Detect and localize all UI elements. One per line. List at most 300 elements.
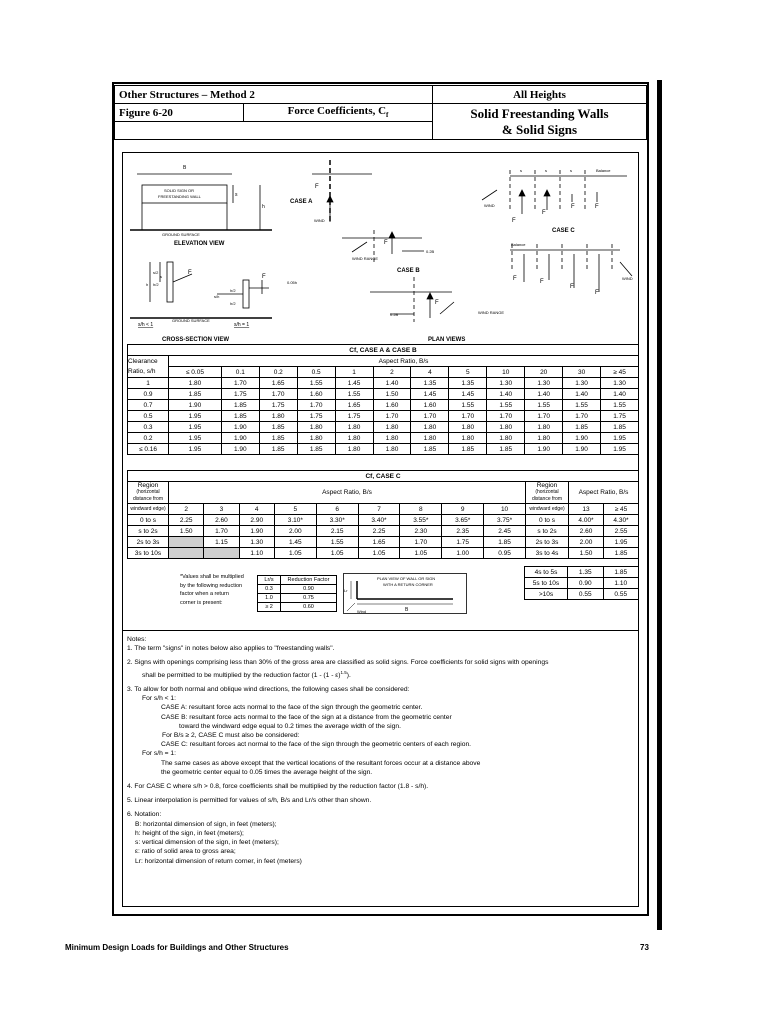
table-cell: 1.80	[335, 433, 373, 444]
table-cell: 1.10	[603, 578, 639, 589]
coefficient-label: Force Coefficients, $C_f$	[244, 104, 433, 122]
table-cell: 1.70	[563, 411, 601, 422]
table-cell: 1.85	[297, 444, 335, 455]
table-cell: 1.75	[442, 537, 484, 548]
table-cell: 2.25	[169, 515, 204, 526]
table-cell: 1.80	[411, 422, 449, 433]
table-cell: 1.45	[449, 389, 487, 400]
table-cell: 1.40	[373, 378, 411, 389]
case-c-f4: F	[595, 204, 599, 210]
table-cell: 4.30*	[604, 515, 639, 526]
case-a-label: CASE A	[290, 199, 313, 205]
cross-section-f2: F	[262, 274, 266, 280]
case-c-table	[127, 470, 639, 559]
table-cell: 1.80	[335, 444, 373, 455]
table-cell: 0.55	[568, 589, 604, 600]
table-cell: 1.95	[601, 444, 639, 455]
table-cell: 4	[239, 504, 274, 515]
table-cell: 1.70	[221, 378, 259, 389]
table-cell: 1.50	[569, 548, 604, 559]
table-row	[128, 389, 639, 400]
windward-head: windward edge)	[128, 504, 169, 515]
table-cell: 1.45	[274, 537, 316, 548]
table-cell: 1.85	[259, 433, 297, 444]
table-cell: 1.80	[487, 422, 525, 433]
table-cell: 0.2	[128, 433, 169, 444]
table-cell: 1.30	[563, 378, 601, 389]
table-cell: 10	[484, 504, 526, 515]
table-cell: ≤ 0.16	[128, 444, 169, 455]
clearance-head: Clearance	[128, 356, 169, 367]
notes-divider	[122, 630, 639, 631]
table-cell: 1.95	[169, 411, 222, 422]
header-right-title: All Heights	[433, 86, 647, 104]
table-cell: 1.80	[525, 433, 563, 444]
table-cell: 1.70	[373, 411, 411, 422]
table-row	[128, 411, 639, 422]
table-cell: 1.85	[259, 422, 297, 433]
region-head: Region (horizontal distance from	[128, 482, 169, 504]
table-cell: 1.90	[563, 444, 601, 455]
case-b-f-top: F	[384, 240, 388, 246]
table-cell: 5	[274, 504, 316, 515]
table-cell: 1.80	[525, 422, 563, 433]
case-b-02b-bottom: 0.2B	[390, 312, 399, 317]
cross-section-view-label: CROSS-SECTION VIEW	[162, 337, 230, 343]
table-cell: 2.15	[316, 526, 358, 537]
table-cell: 1.60	[411, 400, 449, 411]
header-left-title: Other Structures – Method 2	[115, 86, 433, 104]
table-cell: 1.85	[484, 537, 526, 548]
return-corner-plan	[343, 573, 467, 615]
table-cell: 1.90	[221, 444, 259, 455]
case-c-col-header-row	[128, 504, 639, 515]
table-row	[525, 578, 639, 589]
table-cell: 1.05	[400, 548, 442, 559]
table-cell: 1.85	[603, 567, 639, 578]
table-cell: 1.85	[487, 444, 525, 455]
case-ab-col-header-row	[128, 367, 639, 378]
table-cell: 1.80	[297, 422, 335, 433]
table-cell: 2.35	[442, 526, 484, 537]
case-c-aspect-head: Aspect Ratio, B/s	[169, 482, 526, 504]
table-cell: 4.00*	[569, 515, 604, 526]
table-row	[128, 526, 639, 537]
case-b-diagram	[342, 230, 454, 322]
plan-views-label: PLAN VIEWS	[428, 337, 466, 343]
elevation-sign-label: SOLID SIGN OR	[164, 188, 195, 193]
table-cell: 1.55	[297, 378, 335, 389]
table-cell: 1.05	[358, 548, 400, 559]
elevation-view	[130, 174, 272, 230]
table-cell: 1.80	[487, 433, 525, 444]
table-cell: 0.3	[128, 422, 169, 433]
table-cell: 1.55	[335, 389, 373, 400]
case-ab-title: Cf, CASE A & CASE B	[128, 345, 639, 356]
note-6b: h: height of the sign, in feet (meters);	[135, 829, 244, 837]
table-cell: s to 2s	[526, 526, 569, 537]
table-cell: 1.85	[221, 411, 259, 422]
page-edge-bar	[657, 80, 662, 930]
case-c-f8: F	[595, 290, 599, 296]
table-cell: 2.45	[484, 526, 526, 537]
table-cell: 2.55	[604, 526, 639, 537]
figure-main-title: Solid Freestanding Walls & Solid Signs	[433, 104, 647, 140]
table-cell: 3.65*	[442, 515, 484, 526]
cross-section-f1: F	[188, 270, 192, 276]
cross-section-h2b: h/2	[230, 288, 236, 293]
table-cell: 1.80	[449, 422, 487, 433]
table-cell: 1.90	[221, 433, 259, 444]
table-cell: 1.75	[297, 411, 335, 422]
table-cell: 1.00	[442, 548, 484, 559]
table-cell: 1.80	[169, 378, 222, 389]
table-cell: 1.40	[487, 389, 525, 400]
note-3e: For B/s ≥ 2, CASE C must also be considered:	[162, 732, 300, 740]
rf-head: Reduction Factor	[281, 576, 337, 585]
cross-section-sh: s/h	[214, 294, 220, 299]
table-cell: 0.75	[281, 594, 337, 603]
table-cell: 1.85	[449, 444, 487, 455]
table-cell: 1.60	[373, 400, 411, 411]
table-cell: 1.55	[601, 400, 639, 411]
case-a-f-label: F	[315, 184, 319, 190]
table-cell: ≤ 0.05	[169, 367, 222, 378]
table-cell: 1.70	[449, 411, 487, 422]
figure-number: Figure 6-20	[115, 104, 244, 122]
case-c-aspect-head-right: Aspect Ratio, B/s	[569, 482, 639, 504]
cross-section-h2: h/2	[153, 282, 159, 287]
lr-head: Lr/s	[258, 576, 281, 585]
table-row	[128, 422, 639, 433]
table-cell: 1.95	[169, 422, 222, 433]
note-3a: For s/h < 1:	[142, 695, 177, 703]
table-cell: 1.35	[449, 378, 487, 389]
plan-lr-label: Lr	[344, 588, 348, 593]
table-cell: 1.90	[239, 526, 274, 537]
table-cell: 4s to 5s	[525, 567, 568, 578]
cross-section-h2c: h/2	[230, 301, 236, 306]
table-cell: 1	[128, 378, 169, 389]
table-cell: 1.55	[487, 400, 525, 411]
plan-caption-2: WITH A RETURN CORNER	[383, 582, 433, 587]
case-a-wind-label: WIND	[314, 218, 325, 223]
table-cell: 1.75	[335, 411, 373, 422]
table-cell: 1.75	[601, 411, 639, 422]
table-cell: s to 2s	[128, 526, 169, 537]
note-6: 6. Notation:	[127, 811, 162, 819]
table-cell: 2	[373, 367, 411, 378]
table-cell: 0.2	[259, 367, 297, 378]
table-cell: 1.30	[239, 537, 274, 548]
table-cell: 30	[563, 367, 601, 378]
case-c-balance-top: Balance	[596, 168, 611, 173]
table-cell: 10	[487, 367, 525, 378]
table-cell: 1.05	[274, 548, 316, 559]
note-3c: CASE B: resultant force acts normal to the face of the sign at a distance from the geometric center	[161, 713, 452, 721]
table-cell: 3.75*	[484, 515, 526, 526]
table-cell: 1.45	[335, 378, 373, 389]
note-3: 3. To allow for both normal and oblique wind directions, the following cases shall be considered:	[127, 686, 410, 694]
table-cell: 1.80	[335, 422, 373, 433]
table-cell: 1.65	[358, 537, 400, 548]
table-row	[128, 433, 639, 444]
table-cell: 2.25	[358, 526, 400, 537]
case-ab-aspect-head: Aspect Ratio, B/s	[169, 356, 639, 367]
table-cell: 2.90	[239, 515, 274, 526]
table-cell: 0 to s	[526, 515, 569, 526]
plan-b-label: B	[405, 607, 409, 613]
table-cell: 7	[358, 504, 400, 515]
table-cell: 1.30	[601, 378, 639, 389]
table-cell: 1.30	[487, 378, 525, 389]
table-cell: 0.3	[258, 585, 281, 594]
case-b-02b-top: 0.2B	[426, 249, 435, 254]
note-3i: the geometric center equal to 0.05 times the average height of the sign.	[161, 768, 373, 776]
table-cell: 3.55*	[400, 515, 442, 526]
cross-section-h: h	[146, 282, 149, 287]
case-c-balance-bottom: Balance	[511, 242, 526, 247]
table-cell: 0.55	[603, 589, 639, 600]
note-6a: B: horizontal dimension of sign, in feet (meters);	[135, 820, 277, 828]
table-cell: 1.85	[259, 444, 297, 455]
reduction-footnote: *Values shall be multiplied by the following reduction factor when a return corner is present:	[180, 574, 244, 606]
note-5: 5. Linear interpolation is permitted for values of s/h, B/s and Lr/s other than shown.	[127, 797, 372, 805]
table-cell: 4	[411, 367, 449, 378]
table-cell: 1.65	[335, 400, 373, 411]
note-6d: ε: ratio of solid area to gross area;	[135, 848, 236, 856]
cross-section-sh-eq: s/h = 1	[234, 322, 250, 328]
table-cell: 1.30	[525, 378, 563, 389]
note-3h: The same cases as above except that the vertical locations of the resultant forces occur at a distance above	[161, 759, 481, 767]
case-c-f1: F	[512, 218, 516, 224]
table-cell: 1.90	[525, 444, 563, 455]
elevation-view-label: ELEVATION VIEW	[174, 241, 225, 247]
table-cell: >10s	[525, 589, 568, 600]
return-corner-table	[257, 575, 337, 612]
case-c-s1: s	[520, 168, 522, 173]
table-cell: 1.65	[259, 378, 297, 389]
table-cell: 1.35	[411, 378, 449, 389]
table-cell: 0.9	[128, 389, 169, 400]
header-empty-cell	[115, 122, 433, 140]
note-3g: For s/h = 1:	[142, 750, 177, 758]
note-1: 1. The term "signs" in notes below also applies to "freestanding walls".	[127, 645, 335, 653]
table-cell: 1.85	[411, 444, 449, 455]
table-cell: 1.55	[449, 400, 487, 411]
ratio-head: Ratio, s/h	[128, 367, 169, 378]
table-row	[525, 589, 639, 600]
table-cell: 1.70	[400, 537, 442, 548]
plan-caption-1: PLAN VIEW OF WALL OR SIGN	[377, 576, 436, 581]
table-cell: 1.40	[601, 389, 639, 400]
table-cell: 1.45	[411, 389, 449, 400]
cross-section-view	[130, 262, 272, 318]
table-cell: 2.00	[274, 526, 316, 537]
table-cell: 0.95	[484, 548, 526, 559]
table-cell: 1.35	[568, 567, 604, 578]
table-cell: 1.75	[221, 389, 259, 400]
note-2b: shall be permitted to be multiplied by the reduction factor (1 - (1 - ε)$^{1.5}$).	[142, 669, 351, 679]
table-row	[128, 444, 639, 455]
table-row	[258, 594, 337, 603]
table-row	[128, 400, 639, 411]
case-c-f7: F	[570, 284, 574, 290]
table-cell: 0 to s	[128, 515, 169, 526]
note-3f: CASE C: resultant forces act normal to the face of the sign through the geometric centers of each region.	[161, 741, 472, 749]
notes-section	[127, 635, 639, 866]
case-c-s2: s	[545, 168, 547, 173]
table-cell-shaded	[169, 548, 204, 559]
table-cell: 1.90	[221, 422, 259, 433]
table-cell: 1.40	[525, 389, 563, 400]
notes-heading: Notes:	[127, 636, 147, 643]
table-cell: 1.85	[221, 400, 259, 411]
table-cell: 3.30*	[316, 515, 358, 526]
table-cell: 1.50	[373, 389, 411, 400]
table-cell: 1.95	[601, 433, 639, 444]
cross-section-005h: 0.05h	[287, 280, 298, 285]
table-cell: 2	[169, 504, 204, 515]
table-row	[128, 378, 639, 389]
table-cell: 1.80	[373, 444, 411, 455]
table-cell: 3	[204, 504, 239, 515]
table-cell: 3.40*	[358, 515, 400, 526]
table-cell: 8	[400, 504, 442, 515]
footer-title: Minimum Design Loads for Buildings and Other Structures	[65, 943, 289, 952]
case-c-label: CASE C	[552, 228, 575, 234]
table-cell: 0.7	[128, 400, 169, 411]
table-cell: 2.60	[569, 526, 604, 537]
case-b-wind-range-top: WIND RANGE	[352, 256, 378, 261]
table-cell: 2s to 3s	[526, 537, 569, 548]
table-cell: 5	[449, 367, 487, 378]
table-cell: 1.80	[449, 433, 487, 444]
page-number: 73	[640, 943, 649, 952]
table-cell: 1.70	[525, 411, 563, 422]
elevation-s-label: s	[235, 192, 238, 198]
case-c-right-extra	[524, 566, 639, 600]
table-cell: ≥ 45	[601, 367, 639, 378]
elevation-wall-label: FREESTANDING WALL	[158, 194, 201, 199]
table-row	[258, 585, 337, 594]
table-cell: 6	[316, 504, 358, 515]
elevation-h-label: h	[262, 204, 265, 210]
table-cell: 0.90	[568, 578, 604, 589]
table-cell: 0.1	[221, 367, 259, 378]
note-6c: s: vertical dimension of the sign, in feet (meters);	[135, 839, 279, 847]
table-cell: 9	[442, 504, 484, 515]
table-cell: 2.00	[569, 537, 604, 548]
elevation-b-label: B	[183, 165, 187, 171]
table-row	[525, 567, 639, 578]
cross-section-ground: GROUND SURFACE	[172, 318, 210, 323]
table-cell: 2.60	[204, 515, 239, 526]
table-cell: 1.70	[204, 526, 239, 537]
note-3b: CASE A: resultant force acts normal to the face of the sign through the geometric center.	[161, 704, 423, 712]
table-cell: 1.80	[297, 433, 335, 444]
table-cell: 1.55	[316, 537, 358, 548]
table-row	[258, 603, 337, 612]
table-cell: 1	[335, 367, 373, 378]
plan-wind-label: Wind	[357, 609, 367, 614]
table-cell: 1.70	[487, 411, 525, 422]
table-cell: 13	[569, 504, 604, 515]
case-c-title: Cf, CASE C	[128, 471, 639, 482]
table-cell: 2s to 3s	[128, 537, 169, 548]
table-cell: 1.70	[297, 400, 335, 411]
table-cell: 1.95	[604, 537, 639, 548]
table-row	[128, 515, 639, 526]
cross-section-s2: s/2	[153, 270, 159, 275]
table-cell: 1.0	[258, 594, 281, 603]
case-ab-table	[127, 344, 639, 455]
figure-header	[114, 85, 647, 140]
case-c-s3: s	[570, 168, 572, 173]
table-cell-shaded	[204, 548, 239, 559]
region-head-right: Region (horizontal distance from	[526, 482, 569, 504]
wind-load-diagrams	[122, 152, 639, 344]
case-b-f-bottom: F	[435, 300, 439, 306]
elevation-ground-label: GROUND SURFACE	[162, 232, 200, 237]
case-c-f6: F	[540, 279, 544, 285]
case-c-f2: F	[542, 210, 546, 216]
note-4: 4. For CASE C where s/h > 0.8, force coefficients shall be multiplied by the reduction factor (1.8 - s/h).	[127, 783, 429, 791]
note-3d: toward the windward edge equal to 0.2 times the average width of the sign.	[179, 722, 401, 730]
table-cell: 1.80	[373, 422, 411, 433]
table-cell: ≥ 2	[258, 603, 281, 612]
case-a-diagram	[312, 160, 372, 224]
table-cell: 1.70	[411, 411, 449, 422]
table-cell: 0.60	[281, 603, 337, 612]
table-cell: 1.75	[259, 400, 297, 411]
case-c-wind-top: WIND	[484, 203, 495, 208]
table-cell: 1.55	[563, 400, 601, 411]
note-6e: Lr: horizontal dimension of return corner, in feet (meters)	[135, 857, 302, 865]
table-cell: 1.80	[259, 411, 297, 422]
table-cell: 1.85	[563, 422, 601, 433]
table-cell: 1.90	[169, 400, 222, 411]
case-b-wind-range-bottom: WIND RANGE	[478, 310, 504, 315]
table-cell: 3s to 4s	[526, 548, 569, 559]
windward-head-right: windward edge)	[526, 504, 569, 515]
table-cell: 1.70	[259, 389, 297, 400]
table-cell: 1.10	[239, 548, 274, 559]
table-row	[128, 537, 639, 548]
cross-section-s: s	[160, 274, 162, 279]
table-cell: 1.90	[563, 433, 601, 444]
table-cell: 1.85	[604, 548, 639, 559]
table-cell: 1.15	[204, 537, 239, 548]
table-cell: 1.60	[297, 389, 335, 400]
table-cell: 1.40	[563, 389, 601, 400]
table-cell: 1.80	[373, 433, 411, 444]
table-cell: 2.30	[400, 526, 442, 537]
table-cell: 0.5	[297, 367, 335, 378]
case-c-f3: F	[571, 204, 575, 210]
table-cell: 3s to 10s	[128, 548, 169, 559]
table-cell: 1.85	[601, 422, 639, 433]
table-cell: 1.85	[169, 389, 222, 400]
case-c-wind-bottom: WIND	[622, 276, 633, 281]
table-cell: 1.80	[411, 433, 449, 444]
table-cell: 3.10*	[274, 515, 316, 526]
case-b-label: CASE B	[397, 268, 420, 274]
table-cell: 0.90	[281, 585, 337, 594]
header-table	[114, 85, 647, 140]
table-cell: 0.5	[128, 411, 169, 422]
table-cell: 1.05	[316, 548, 358, 559]
